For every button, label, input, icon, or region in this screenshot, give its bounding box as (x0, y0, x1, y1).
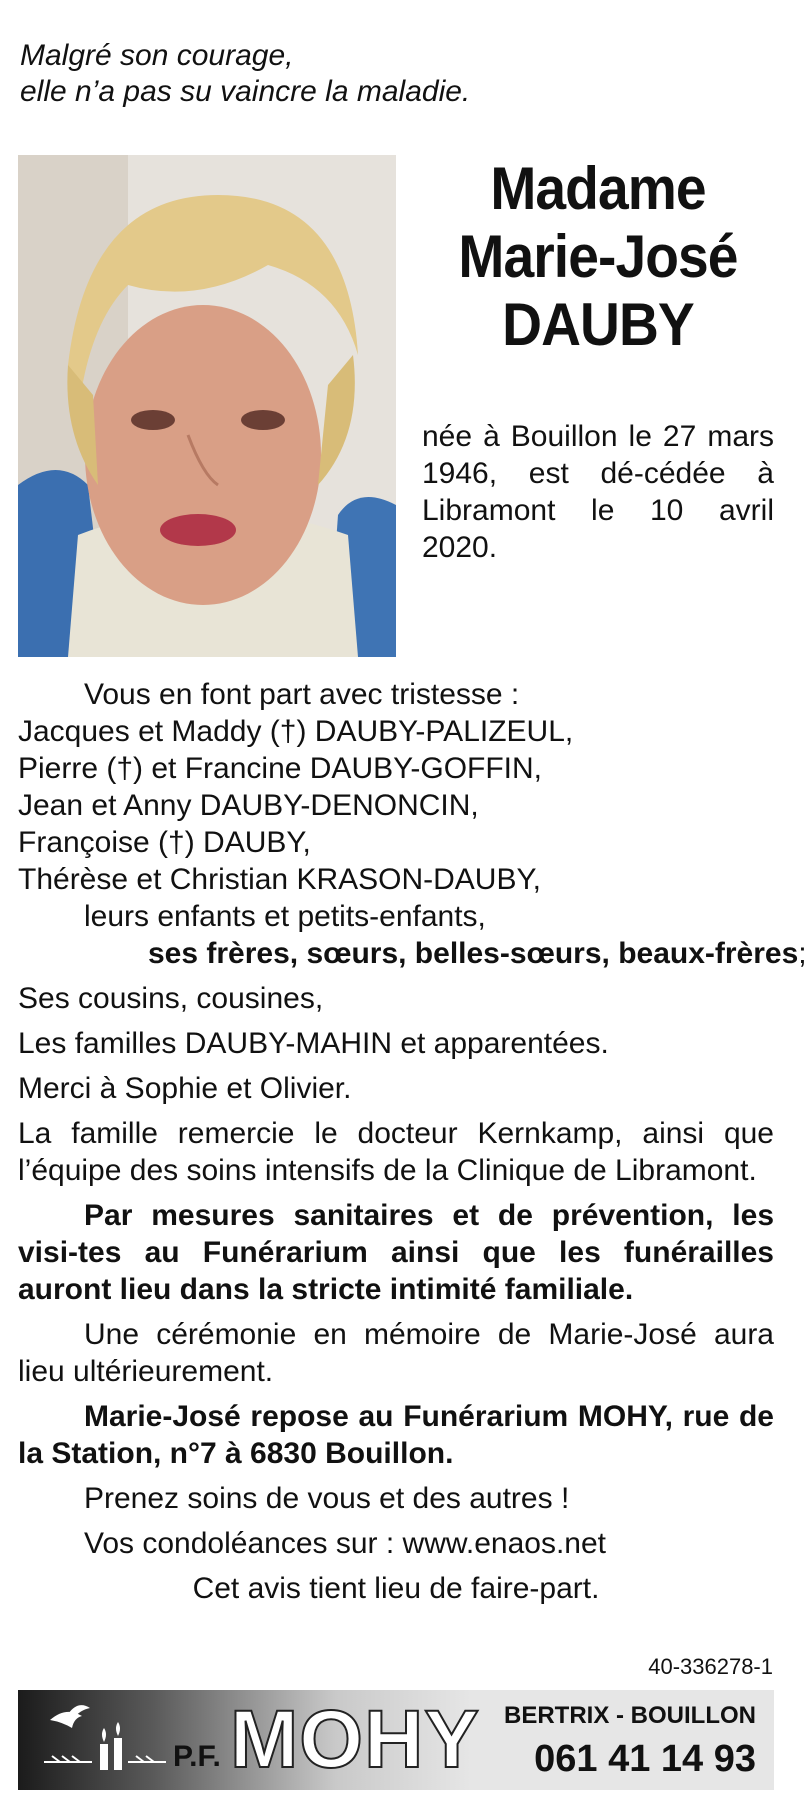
title: Madame (490, 155, 706, 222)
repose-paragraph: Marie-José repose au Funérarium MOHY, rue de la Station, n°7 à 6830 Bouillon. (18, 1400, 774, 1470)
intro-line-2: elle n’a pas su vaincre la maladie. (20, 75, 471, 108)
family-lead: Vous en font part avec tristesse : (84, 678, 520, 711)
ceremony-paragraph: Une cérémonie en mémoire de Marie-José aura lieu ultérieurement. (18, 1318, 774, 1388)
family-member: Jean et Anny DAUBY-DENONCIN, (18, 789, 479, 822)
care-line: Prenez soins de vous et des autres ! (84, 1482, 570, 1515)
notice-line: Cet avis tient lieu de faire-part. (192, 1572, 600, 1605)
doctor-paragraph: La famille remercie le docteur Kernkamp, ainsi que l’équipe des soins intensifs de la Clinique de Libramont. (18, 1117, 774, 1187)
intro-text (20, 38, 470, 110)
pf-label: P.F. (173, 1740, 221, 1773)
family-member: Pierre (†) et Francine DAUBY-GOFFIN, (18, 752, 543, 785)
family-member: Jacques et Maddy (†) DAUBY-PALIZEUL, (18, 715, 574, 748)
birth-death-info: née à Bouillon le 27 mars 1946, est dé-cédée à Libramont le 10 avril 2020. (422, 420, 774, 564)
family-member: Thérèse et Christian KRASON-DAUBY, (18, 863, 541, 896)
thanks-line: Merci à Sophie et Olivier. (18, 1072, 352, 1105)
siblings-bold: ses frères, sœurs, belles-sœurs, beaux-frères (148, 937, 799, 970)
locations: BERTRIX - BOUILLON (504, 1702, 756, 1729)
family-member: Françoise (†) DAUBY, (18, 826, 311, 859)
siblings-line (18, 935, 807, 972)
deceased-name (434, 155, 762, 359)
last-name: DAUBY (502, 291, 694, 358)
families-line: Les familles DAUBY-MAHIN et apparentées. (18, 1027, 609, 1060)
condolences-line: Vos condoléances sur : www.enaos.net (84, 1527, 606, 1560)
portrait-photo (18, 155, 396, 657)
phone-number: 061 41 14 93 (534, 1738, 756, 1780)
cousins-line: Ses cousins, cousines, (18, 982, 324, 1015)
siblings-end: ; (798, 937, 807, 970)
funeral-home-banner (18, 1690, 774, 1790)
children-line: leurs enfants et petits-enfants, (84, 900, 486, 933)
notice-body (18, 676, 807, 1607)
portrait-illustration (18, 155, 396, 657)
dove-candles-icon (38, 1698, 168, 1784)
sanitary-paragraph: Par mesures sanitaires et de prévention, les visi-tes au Funérarium ainsi que les funérailles auront lieu dans la stricte intimité familiale. (18, 1199, 774, 1306)
brand-name: MOHY (230, 1694, 480, 1785)
first-name: Marie-José (458, 223, 738, 290)
intro-line-1: Malgré son courage, (20, 39, 294, 72)
reference-number: 40-336278-1 (648, 1654, 773, 1679)
